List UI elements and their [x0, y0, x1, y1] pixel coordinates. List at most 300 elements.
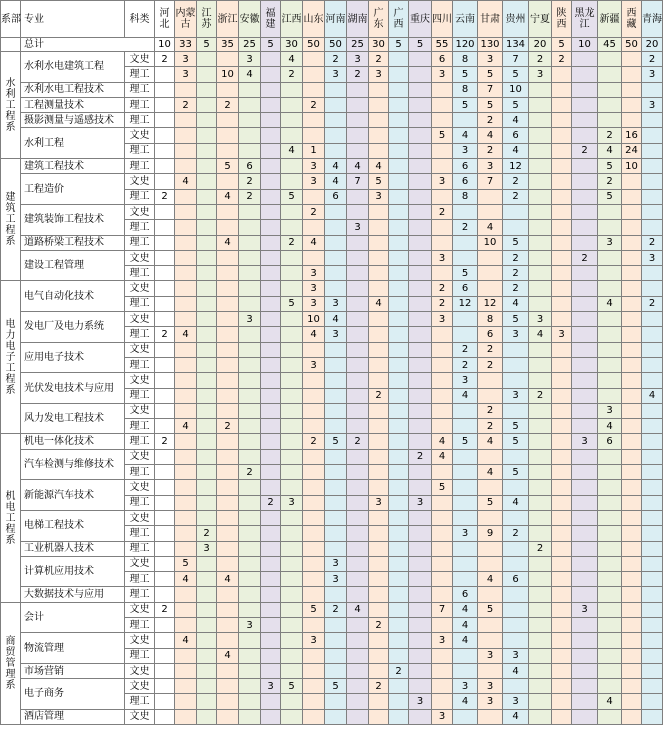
quota-cell [175, 541, 197, 556]
quota-cell [347, 281, 369, 296]
province-header: 贵州 [503, 1, 529, 38]
quota-cell: 3 [478, 694, 503, 709]
quota-cell: 2 [347, 434, 369, 449]
quota-cell [432, 342, 453, 357]
quota-cell [369, 663, 389, 678]
quota-cell [432, 373, 453, 388]
total-cell: 130 [478, 38, 503, 52]
quota-cell [622, 342, 642, 357]
total-cell: 20 [529, 38, 552, 52]
quota-cell [303, 67, 325, 82]
quota-cell [642, 82, 663, 97]
quota-cell [622, 679, 642, 694]
quota-cell [369, 250, 389, 265]
quota-cell [325, 204, 347, 219]
quota-cell [642, 373, 663, 388]
quota-cell [409, 220, 432, 235]
quota-cell: 2 [303, 97, 325, 112]
total-cell: 5 [409, 38, 432, 52]
quota-cell: 7 [478, 174, 503, 189]
kelei-cell: 文史 [125, 480, 155, 495]
quota-cell [432, 189, 453, 204]
table-row [1, 602, 663, 617]
quota-cell [642, 633, 663, 648]
quota-cell: 4 [598, 296, 622, 311]
quota-cell [389, 556, 409, 571]
quota-cell [369, 526, 389, 541]
quota-cell: 2 [529, 541, 552, 556]
quota-cell [261, 526, 281, 541]
quota-cell [369, 113, 389, 128]
quota-cell [281, 434, 303, 449]
quota-cell [552, 403, 572, 418]
kelei-cell: 理工 [125, 266, 155, 281]
quota-cell [409, 52, 432, 67]
quota-cell [217, 663, 239, 678]
quota-cell [478, 633, 503, 648]
department-cell: 电力电子工程系 [1, 281, 21, 434]
quota-cell [622, 312, 642, 327]
province-header: 新疆 [598, 1, 622, 38]
quota-cell [389, 388, 409, 403]
quota-cell [281, 449, 303, 464]
quota-cell [572, 327, 598, 342]
quota-cell [281, 373, 303, 388]
quota-cell [239, 679, 261, 694]
quota-cell: 5 [369, 174, 389, 189]
quota-cell [303, 679, 325, 694]
kelei-cell: 文史 [125, 633, 155, 648]
quota-cell: 2 [325, 602, 347, 617]
quota-cell: 3 [478, 648, 503, 663]
quota-cell: 2 [239, 465, 261, 480]
quota-cell [622, 526, 642, 541]
quota-cell [389, 449, 409, 464]
total-cell: 50 [325, 38, 347, 52]
quota-cell [303, 526, 325, 541]
table-row [1, 633, 663, 648]
quota-cell [409, 556, 432, 571]
quota-cell [598, 342, 622, 357]
quota-cell [389, 159, 409, 174]
quota-cell [622, 281, 642, 296]
quota-cell [239, 82, 261, 97]
total-cell: 5 [197, 38, 217, 52]
quota-cell [197, 403, 217, 418]
quota-cell [389, 67, 409, 82]
quota-cell [303, 648, 325, 663]
quota-cell [261, 327, 281, 342]
quota-cell [261, 556, 281, 571]
quota-cell [389, 419, 409, 434]
quota-cell: 3 [303, 159, 325, 174]
quota-cell [261, 434, 281, 449]
province-header: 青海 [642, 1, 663, 38]
quota-cell [572, 663, 598, 678]
quota-cell [155, 465, 175, 480]
quota-cell: 3 [325, 67, 347, 82]
kelei-cell: 文史 [125, 250, 155, 265]
quota-cell: 4 [598, 419, 622, 434]
table-row [1, 82, 663, 97]
quota-cell [389, 327, 409, 342]
quota-cell: 2 [369, 679, 389, 694]
quota-cell [175, 617, 197, 632]
quota-cell [197, 296, 217, 311]
quota-cell [217, 510, 239, 525]
quota-cell [325, 633, 347, 648]
table-row [1, 159, 663, 174]
quota-cell: 5 [453, 67, 478, 82]
quota-cell [389, 357, 409, 372]
quota-cell [478, 480, 503, 495]
quota-cell: 12 [478, 296, 503, 311]
quota-cell [261, 510, 281, 525]
quota-cell [432, 556, 453, 571]
quota-cell: 4 [453, 617, 478, 632]
quota-cell [303, 465, 325, 480]
quota-cell [325, 510, 347, 525]
quota-cell: 6 [478, 327, 503, 342]
quota-cell [155, 633, 175, 648]
quota-cell [197, 52, 217, 67]
quota-cell [409, 113, 432, 128]
quota-cell [347, 342, 369, 357]
quota-cell [529, 617, 552, 632]
department-cell: 建筑工程系 [1, 159, 21, 281]
quota-cell: 10 [622, 159, 642, 174]
quota-cell [389, 52, 409, 67]
quota-cell [239, 480, 261, 495]
quota-cell [197, 235, 217, 250]
quota-cell: 2 [503, 526, 529, 541]
quota-cell: 7 [432, 602, 453, 617]
quota-cell: 3 [642, 250, 663, 265]
province-header: 广西 [389, 1, 409, 38]
table-row [1, 52, 663, 67]
quota-cell [239, 694, 261, 709]
quota-cell [239, 587, 261, 602]
quota-cell [239, 419, 261, 434]
quota-cell: 5 [503, 312, 529, 327]
quota-cell [572, 67, 598, 82]
quota-cell: 2 [529, 52, 552, 67]
quota-cell [642, 465, 663, 480]
quota-cell [572, 128, 598, 143]
quota-cell [155, 572, 175, 587]
quota-cell: 8 [453, 52, 478, 67]
quota-cell [281, 342, 303, 357]
quota-cell [572, 296, 598, 311]
quota-cell [389, 434, 409, 449]
quota-cell [529, 602, 552, 617]
quota-cell [369, 342, 389, 357]
kelei-cell: 理工 [125, 235, 155, 250]
quota-cell [598, 572, 622, 587]
table-row [1, 250, 663, 265]
quota-cell: 2 [503, 281, 529, 296]
quota-cell: 2 [239, 174, 261, 189]
quota-cell [409, 663, 432, 678]
quota-cell [369, 357, 389, 372]
quota-cell [598, 327, 622, 342]
table-row [1, 204, 663, 219]
quota-cell [197, 220, 217, 235]
quota-cell [389, 480, 409, 495]
quota-cell [303, 663, 325, 678]
quota-cell [281, 602, 303, 617]
major-cell: 应用电子技术 [21, 342, 125, 373]
quota-cell [197, 679, 217, 694]
quota-cell [325, 82, 347, 97]
quota-cell [389, 342, 409, 357]
quota-cell [503, 342, 529, 357]
quota-cell [572, 159, 598, 174]
quota-cell [347, 526, 369, 541]
quota-cell [303, 495, 325, 510]
quota-cell [572, 617, 598, 632]
quota-cell [261, 113, 281, 128]
quota-cell [598, 312, 622, 327]
quota-cell [197, 159, 217, 174]
quota-cell [281, 633, 303, 648]
quota-cell [389, 510, 409, 525]
quota-cell [261, 52, 281, 67]
quota-cell [503, 541, 529, 556]
province-header: 江西 [281, 1, 303, 38]
province-header: 黑龙江 [572, 1, 598, 38]
quota-cell [432, 648, 453, 663]
quota-cell [155, 556, 175, 571]
quota-cell [642, 602, 663, 617]
quota-cell: 2 [642, 52, 663, 67]
quota-cell: 6 [503, 128, 529, 143]
quota-cell [155, 587, 175, 602]
quota-cell: 4 [478, 465, 503, 480]
quota-cell [552, 449, 572, 464]
quota-cell [409, 189, 432, 204]
quota-cell: 2 [281, 235, 303, 250]
quota-cell: 4 [503, 495, 529, 510]
province-header: 福建 [261, 1, 281, 38]
kelei-cell: 理工 [125, 495, 155, 510]
quota-cell: 5 [281, 189, 303, 204]
quota-cell [175, 449, 197, 464]
quota-cell [175, 465, 197, 480]
quota-cell [347, 648, 369, 663]
quota-cell [325, 419, 347, 434]
quota-cell [281, 82, 303, 97]
quota-cell [369, 633, 389, 648]
quota-cell [281, 113, 303, 128]
quota-cell [197, 449, 217, 464]
quota-cell [175, 480, 197, 495]
quota-cell [598, 82, 622, 97]
quota-cell [347, 312, 369, 327]
quota-cell [281, 465, 303, 480]
kelei-cell: 文史 [125, 709, 155, 724]
total-cell: 5 [261, 38, 281, 52]
quota-cell: 3 [303, 281, 325, 296]
quota-cell [572, 587, 598, 602]
kelei-cell: 文史 [125, 510, 155, 525]
quota-cell [325, 648, 347, 663]
quota-cell [552, 296, 572, 311]
quota-cell [622, 113, 642, 128]
quota-cell [239, 602, 261, 617]
quota-cell [529, 526, 552, 541]
quota-cell: 4 [325, 312, 347, 327]
quota-cell [197, 281, 217, 296]
quota-cell [598, 449, 622, 464]
quota-cell [529, 495, 552, 510]
kelei-cell: 理工 [125, 357, 155, 372]
quota-cell [217, 266, 239, 281]
quota-cell: 3 [325, 296, 347, 311]
quota-cell: 3 [529, 312, 552, 327]
quota-cell [478, 587, 503, 602]
quota-cell [622, 266, 642, 281]
quota-cell [261, 449, 281, 464]
quota-cell [281, 204, 303, 219]
quota-cell [261, 220, 281, 235]
quota-cell [303, 189, 325, 204]
quota-cell [325, 143, 347, 158]
quota-cell [389, 204, 409, 219]
quota-cell [552, 312, 572, 327]
kelei-cell: 理工 [125, 67, 155, 82]
quota-cell [503, 220, 529, 235]
quota-cell [552, 82, 572, 97]
quota-cell [598, 357, 622, 372]
quota-cell [432, 419, 453, 434]
quota-cell [239, 709, 261, 724]
quota-cell [642, 266, 663, 281]
table-row [1, 709, 663, 724]
quota-cell [432, 679, 453, 694]
quota-cell [642, 128, 663, 143]
quota-cell [642, 587, 663, 602]
quota-cell [642, 357, 663, 372]
quota-cell [239, 633, 261, 648]
quota-cell [572, 189, 598, 204]
quota-cell [369, 465, 389, 480]
quota-cell [572, 419, 598, 434]
quota-cell [325, 709, 347, 724]
quota-cell [261, 67, 281, 82]
quota-cell: 16 [622, 128, 642, 143]
quota-cell [155, 128, 175, 143]
kelei-cell: 文史 [125, 342, 155, 357]
quota-cell [453, 510, 478, 525]
table-row [1, 403, 663, 418]
quota-cell [347, 419, 369, 434]
quota-cell: 4 [175, 419, 197, 434]
quota-cell [217, 82, 239, 97]
quota-cell [389, 709, 409, 724]
quota-cell [432, 97, 453, 112]
quota-cell [598, 266, 622, 281]
kelei-cell: 理工 [125, 159, 155, 174]
quota-cell: 2 [478, 143, 503, 158]
quota-cell [369, 266, 389, 281]
major-cell: 水利工程 [21, 128, 125, 159]
major-cell: 计算机应用技术 [21, 556, 125, 587]
quota-cell [239, 143, 261, 158]
quota-cell [552, 480, 572, 495]
quota-cell [552, 189, 572, 204]
quota-cell [453, 449, 478, 464]
quota-cell: 3 [529, 67, 552, 82]
quota-cell [478, 266, 503, 281]
quota-cell [197, 113, 217, 128]
kelei-cell: 文史 [125, 602, 155, 617]
quota-cell: 5 [217, 159, 239, 174]
major-cell: 摄影测量与遥感技术 [21, 113, 125, 128]
quota-cell [369, 587, 389, 602]
quota-cell [281, 128, 303, 143]
quota-cell [303, 480, 325, 495]
quota-cell [409, 526, 432, 541]
quota-cell: 10 [478, 235, 503, 250]
quota-cell [622, 617, 642, 632]
kelei-cell: 文史 [125, 312, 155, 327]
quota-cell: 7 [503, 52, 529, 67]
quota-cell: 10 [303, 312, 325, 327]
quota-cell: 8 [453, 189, 478, 204]
quota-cell [197, 266, 217, 281]
quota-cell: 4 [217, 648, 239, 663]
quota-cell [369, 449, 389, 464]
quota-cell [197, 67, 217, 82]
quota-cell [281, 327, 303, 342]
province-header: 陕西 [552, 1, 572, 38]
quota-cell [503, 510, 529, 525]
quota-cell [572, 449, 598, 464]
quota-cell [432, 587, 453, 602]
quota-cell [598, 113, 622, 128]
quota-cell [261, 312, 281, 327]
quota-cell [389, 694, 409, 709]
quota-cell: 3 [432, 312, 453, 327]
quota-cell [432, 526, 453, 541]
quota-cell [281, 480, 303, 495]
table-row [1, 663, 663, 678]
quota-cell [389, 174, 409, 189]
quota-cell: 2 [369, 52, 389, 67]
quota-cell [175, 510, 197, 525]
quota-cell [642, 495, 663, 510]
kelei-cell: 理工 [125, 189, 155, 204]
quota-cell [347, 373, 369, 388]
quota-cell [175, 266, 197, 281]
quota-cell [432, 465, 453, 480]
quota-cell: 2 [432, 204, 453, 219]
quota-cell [572, 633, 598, 648]
quota-cell [432, 541, 453, 556]
quota-cell [325, 266, 347, 281]
quota-cell [503, 617, 529, 632]
quota-cell [572, 679, 598, 694]
quota-cell [281, 587, 303, 602]
quota-cell [281, 312, 303, 327]
quota-cell [155, 143, 175, 158]
quota-cell [552, 97, 572, 112]
kelei-cell: 理工 [125, 694, 155, 709]
quota-cell: 2 [529, 388, 552, 403]
table-row [1, 449, 663, 464]
quota-cell [239, 296, 261, 311]
